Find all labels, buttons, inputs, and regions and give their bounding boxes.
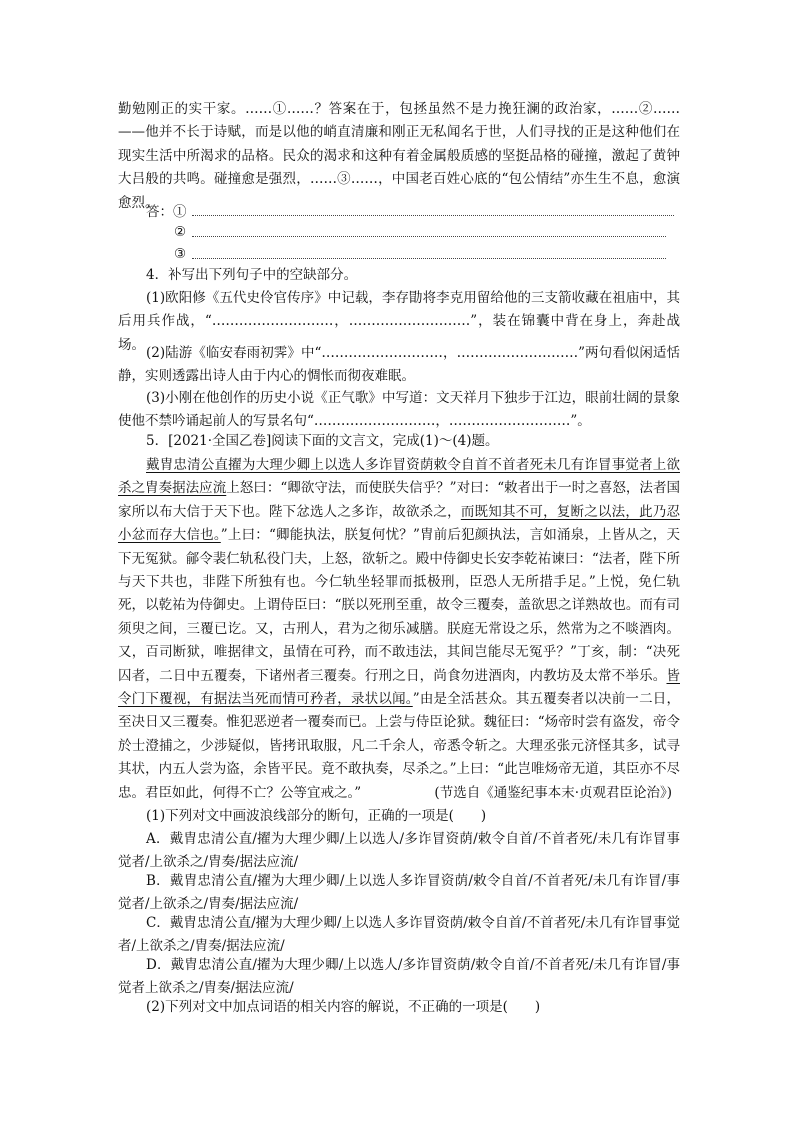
passage-part-3: ”由是全活甚众。其五覆奏者以决前一二日，至决日又三覆奏。惟犯恶逆者一覆奏而已。上尝与侍臣论狱。魏征曰：“炀帝时尝有盗发，帝令於士澄捕之，少涉疑似，皆拷讯取服，凡二千余人，帝悉令斩之。大理丞张元济怪其多，试寻其状，内五人尝为盗，余皆平民。竟不敢执奏，尽杀之。”上曰：“此岂唯炀帝无道，其臣亦不尽忠。君臣如此，何得不亡？公等宜戒之。”: [118, 691, 681, 801]
option-a[interactable]: A．戴胄忠清公直/擢为大理少卿/上以选人/多诈冒资荫/敕令自首/不首者死/未几有诈冒事觉者/上欲杀之/胄奏/据法应流/: [118, 831, 680, 871]
answer-line-3[interactable]: [192, 258, 666, 259]
answer-line-1[interactable]: [192, 215, 674, 216]
option-b[interactable]: B．戴胄忠清公直/擢为大理少卿/上以选人多诈冒资荫/敕令自首/不首者死/未几有诈冒/事觉者/上欲杀之/胄奏/据法应流/: [118, 873, 680, 913]
answer-num-3: ③: [174, 246, 187, 262]
sub1-stem: (1)下列对文中画波浪线部分的断句，正确的一项是( ): [146, 808, 487, 824]
intro-paragraph: 勤勉刚正的实干家。……①……？答案在于，包拯虽然不是力挽狂澜的政治家，……②……——他并不长于诗赋，而是以他的峭直清廉和刚正无私闻名于世，人们寻找的正是这种他们在现实生活中所渴求的品格。民众的渴求和这种有着金属般质感的坚挺品格的碰撞，激起了黄钟大吕般的共鸣。碰撞愈是强烈，……③……，中国老百姓心底的“包公情结”亦生生不息，愈演愈烈。: [118, 101, 680, 211]
wavy-underlined-segment: 戴胄忠清公直擢为大理少卿上以选人多诈冒资荫敕令自首不首者死未几有诈冒事觉者上欲杀之胄奏据法应流: [118, 457, 680, 497]
q4-sentence-2: (2)陆游《临安春雨初霁》中“………………………，………………………”两句看似闲适恬静，实则透露出诗人由于内心的惆怅而彻夜难眠。: [118, 345, 680, 385]
classical-passage: [118, 454, 680, 805]
answer-row-1: [146, 202, 187, 222]
answer-line-2[interactable]: [192, 236, 666, 237]
q4-sentence-3: (3)小刚在他创作的历史小说《正气歌》中写道：文天祥月下独步于江边，眼前壮阔的景象使他不禁吟诵起前人的写景名句“………………………，………………………”。: [118, 390, 680, 430]
underlined-sentence-1: 而既知其不可，复断之以法，此乃忍小忿而存大信也。: [118, 503, 680, 544]
underlined-sentence-2: 皆令门下覆视，有据法当死而情可矜者，录状以闻。: [118, 667, 680, 708]
option-c[interactable]: C．戴胄忠清公直/擢为大理少卿/上以选人多诈冒资荫/敕令自首/不首者死/未几有诈冒事觉者/上欲杀之/胄奏/据法应流/: [118, 915, 680, 955]
passage-part-2: ”上曰：“卿能执法，朕复何忧？”胄前后犯颜执法，言如涌泉，上皆从之，天下无冤狱。鄃令裴仁轨私役门夫，上怒，欲斩之。殿中侍御史长安李乾祐谏曰：“法者，陛下所与天下共也，非陛下所独有也。今仁轨坐轻罪而抵极刑，臣恐人无所措手足。”上悦，免仁轨死，以乾祐为侍御史。上谓侍臣曰：“朕以死刑至重，故令三覆奏，盖欲思之详熟故也。而有司须臾之间，三覆已讫。又，古刑人，君为之彻乐减膳。朕庭无常设之乐，然常为之不啖酒肉。又，百司断狱，唯据律文，虽情在可矜，而不敢违法，其间岂能尽无冤乎？”丁亥，制：“决死囚者，二日中五覆奏，下诸州者三覆奏。行刑之日，尚食勿进酒肉，内教坊及太常不举乐。: [118, 527, 680, 684]
passage-part-1: 上怒曰：“卿欲守法，而使朕失信乎？”对曰：“敕者出于一时之喜怒，法者国家所以布大信于天下也。陛下忿选人之多诈，故欲杀之，: [118, 480, 680, 520]
answer-row-3: [174, 244, 186, 264]
q5-title: 5．[2021·全国乙卷]阅读下面的文言文，完成(1)～(4)题。: [146, 433, 499, 449]
option-d[interactable]: D．戴胄忠清公直/擢为大理少卿/上以选人/多诈冒资荫/敕令自首/不首者死/未几有诈冒/事觉者上欲杀之/胄奏/据法应流/: [118, 957, 680, 997]
answer-label: 答：: [146, 204, 173, 220]
answer-num-2: ②: [174, 224, 187, 240]
answer-num-1: ①: [173, 204, 187, 220]
answer-row-2: [174, 222, 186, 242]
passage-source: (节选自《通鉴纪事本末·贞观君臣论治》): [434, 785, 672, 801]
sub2-stem: (2)下列对文中加点词语的相关内容的解说，不正确的一项是( ): [146, 999, 541, 1015]
q4-title: 4．补写出下列句子中的空缺部分。: [146, 267, 358, 283]
q4-sentence-1: (1)欧阳修《五代史伶官传序》中记载，李存勖将李克用留给他的三支箭收藏在祖庙中，其后用兵作战，“………………………，………………………”，装在锦囊中背在身上，奔赴战场。: [118, 290, 680, 353]
